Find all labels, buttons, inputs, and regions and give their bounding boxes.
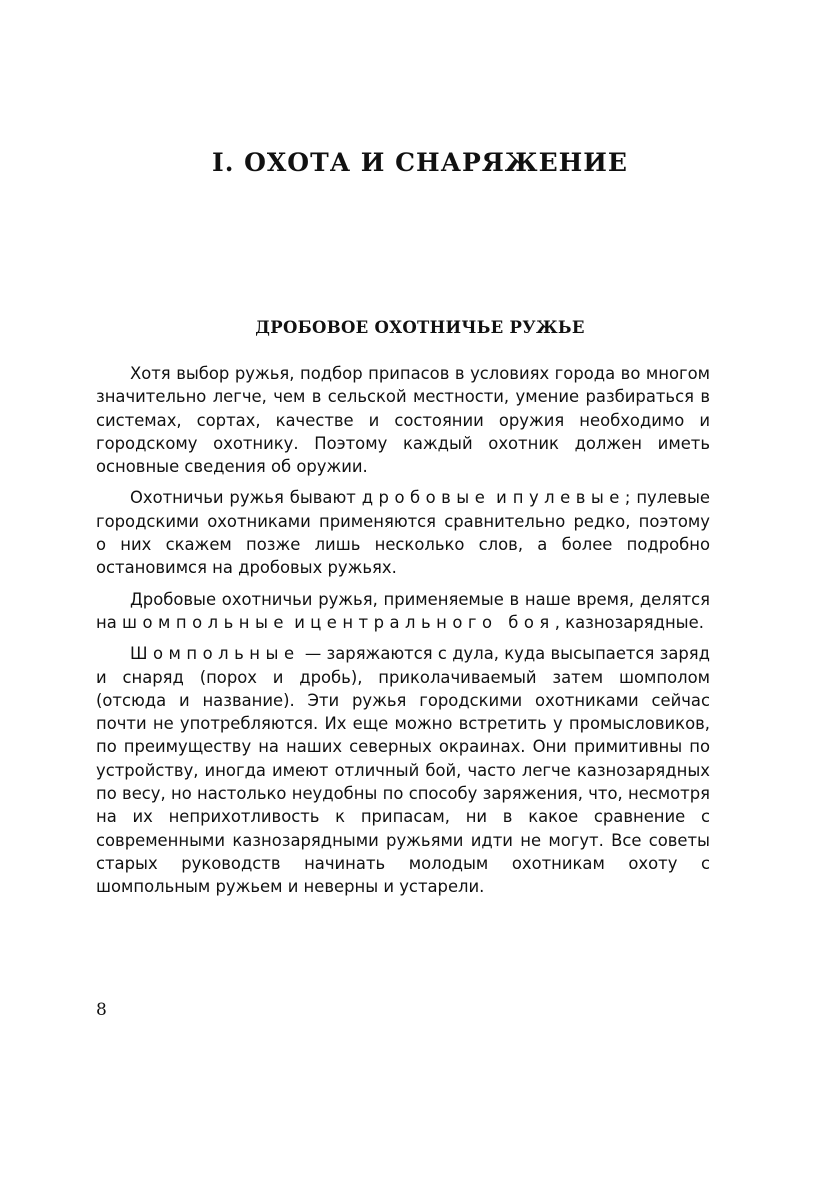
paragraph-3-text-between: и	[289, 612, 311, 632]
term-shot-guns: дробовые	[361, 488, 491, 508]
paragraph-1: Хотя выбор ружья, подбор припасов в условиях города во многом значительно легче, чем в сельской местности, умение разбираться в системах, сортах, качестве и состоянии оружия необходимо и городскому охотнику. Поэтому каждый охотник должен иметь основные сведения об оружии.	[96, 364, 710, 477]
body-text	[96, 362, 710, 907]
paragraph-2	[96, 486, 710, 579]
paragraph-4-text-after: — заряжаются с дула, куда высыпается заряд и снаряд (порох и дробь), приколачиваемый затем шомполом (отсюда и название). Эти ружья городскими охотниками сейчас почти не употребляются. Их еще можно встретить у промысловиков, по преимуществу на наших северных окраинах. Они примитивны по устройству, иногда имеют отличный бой, часто легче казнозарядных по весу, но настолько неудобны по способу заряжения, что, несмотря на их неприхотливость к припасам, ни в какое сравнение с современными казнозарядными ружьями идти не могут. Все советы старых руководств начинать молодым охотникам охоту с шомпольным ружьем и неверны и устарели.	[96, 644, 710, 897]
term-muzzle-loading: шомпольные	[121, 612, 289, 632]
chapter-title: I. ОХОТА И СНАРЯЖЕНИЕ	[212, 148, 628, 177]
paragraph-4	[96, 642, 710, 898]
paragraph-3-text-before: Дробовые охотничьи ружья, применяемые в наше время, делятся на	[96, 589, 710, 632]
paragraph-2-text-before: Охотничьи ружья бывают	[130, 488, 362, 508]
paragraph-2-text-after: ; пулевые городскими охотниками применяются сравнительно редко, поэтому о них скажем позже лишь несколько слов, а более подробно остановимся на дробовых ружьях.	[96, 488, 710, 578]
paragraph-2-text-between: и	[490, 488, 513, 508]
paragraph-3	[96, 588, 710, 635]
page-number: 8	[96, 1000, 107, 1020]
term-bullet-guns: пулевые	[512, 488, 625, 508]
term-central-fire: центрального боя	[310, 612, 555, 632]
paragraph-3-text-after: , казнозарядные.	[554, 612, 704, 632]
term-muzzle-loaders: Шомпольные	[130, 644, 300, 664]
section-title: ДРОБОВОЕ ОХОТНИЧЬЕ РУЖЬЕ	[255, 318, 585, 337]
